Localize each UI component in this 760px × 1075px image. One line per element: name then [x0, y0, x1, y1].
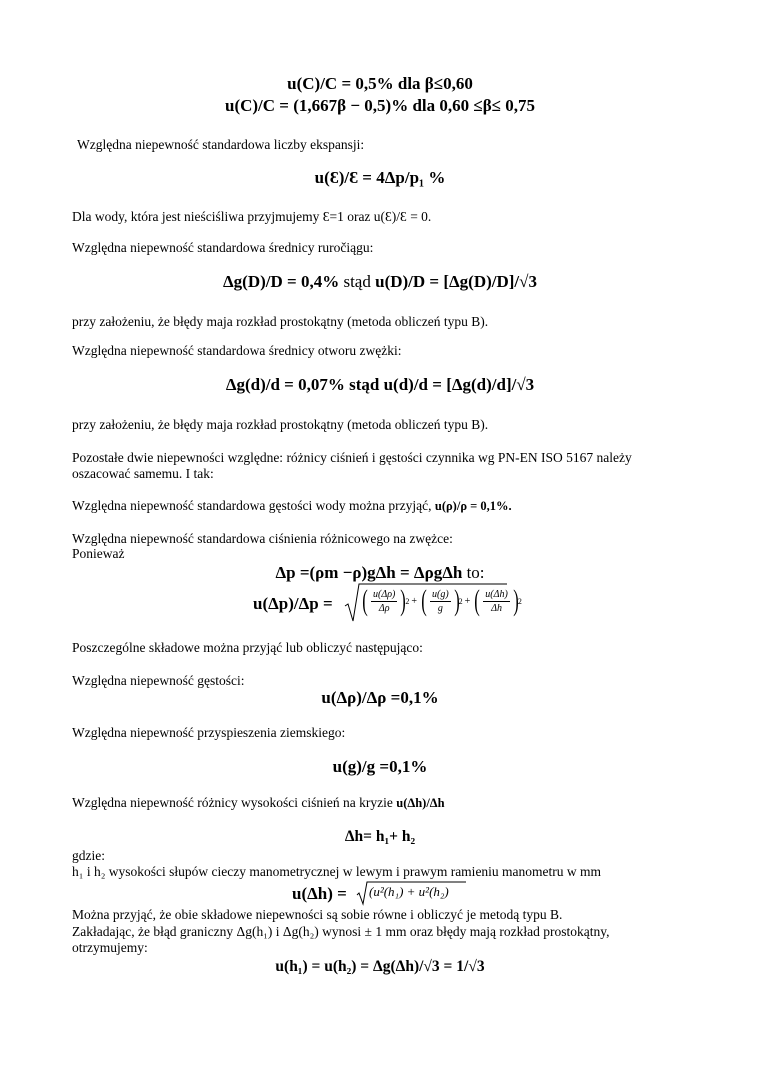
para-water: Dla wody, która jest nieściśliwa przyjmujemy Ɛ=1 oraz u(Ɛ)/Ɛ = 0.	[72, 209, 432, 224]
para-h1-h2: h₁ i h₂ wysokości słupów cieczy manometrycznej w lewym i prawym ramieniu manometru w mm	[72, 864, 602, 879]
para-height-diff-text: Względna niepewność różnicy wysokości ciśnień na kryzie	[72, 795, 393, 810]
eq-pipe-diameter-mid: stąd	[343, 272, 371, 291]
para-differential-pressure: Względna niepewność standardowa ciśnienia różnicowego na zwężce:	[72, 531, 453, 546]
term3-num: u(Δh)	[485, 588, 508, 600]
term2-num: u(g)	[431, 588, 449, 600]
para-expansion-uncertainty: Względna niepewność standardowa liczby ekspansji:	[77, 137, 365, 152]
eq-u-delta-h-right: (u²(h₁) + u²(h₂)	[369, 884, 449, 899]
eq-pipe-diameter-right: u(D)/D = [Δg(D)/D]/√3	[375, 272, 537, 291]
term3-den: Δh	[491, 602, 502, 614]
eq-density-uncertainty: u(Δρ)/Δρ =0,1%	[321, 688, 439, 707]
eq-orifice-diameter: Δg(d)/d = 0,07% stąd u(d)/d = [Δg(d)/d]/√3	[225, 375, 535, 394]
eq-u-delta-h-left: u(Δh) =	[292, 884, 347, 903]
para-water-density-text: Względna niepewność standardowa gęstości wody można przyjąć,	[72, 498, 432, 513]
eq-delta-p-main: Δp =(ρm −ρ)gΔh = ΔρgΔh	[275, 563, 463, 582]
term1-num: u(Δρ)	[373, 588, 396, 600]
para-we-get: otrzymujemy:	[72, 940, 148, 955]
eq-delta-p	[0, 563, 760, 583]
eq-final: u(h₁) = u(h₂) = Δg(Δh)/√3 = 1/√3	[275, 958, 485, 975]
eq-height-diff-inline: u(Δh)/Δh	[396, 796, 445, 810]
para-rect-distribution-2: przy założeniu, że błędy maja rozkład prostokątny (metoda obliczeń typu B).	[72, 417, 489, 432]
para-equal-components: Można przyjąć, że obie składowe niepewności są sobie równe i obliczyć je metodą typu B.	[72, 907, 563, 922]
para-components: Poszczególne składowe można przyjąć lub obliczyć następująco:	[72, 640, 423, 655]
para-limit-error: Zakładając, że błąd graniczny Δg(h₁) i Δg(h₂) wynosi ± 1 mm oraz błędy mają rozkład prostokątny,	[72, 924, 610, 939]
para-rect-distribution-1: przy założeniu, że błędy maja rozkład prostokątny (metoda obliczeń typu B).	[72, 314, 489, 329]
eq-relative-dp-left: u(Δp)/Δp =	[253, 594, 333, 613]
para-remaining-line1: Pozostałe dwie niepewności względne: różnicy ciśnień i gęstości czynnika wg PN-EN ISO 5167 należy	[72, 450, 632, 465]
para-orifice-diameter: Względna niepewność standardowa średnicy otworu zwężki:	[72, 343, 402, 358]
para-since: Ponieważ	[72, 546, 125, 561]
term1-den: Δρ	[378, 602, 390, 614]
para-remaining-line2: oszacować samemu. I tak:	[72, 466, 214, 481]
para-water-density	[72, 498, 512, 514]
eq-pipe-diameter-left: Δg(D)/D = 0,4%	[223, 272, 340, 291]
para-where: gdzie:	[72, 848, 105, 863]
eq-water-density: u(ρ)/ρ = 0,1%.	[434, 499, 512, 513]
eq-pipe-diameter	[0, 272, 760, 292]
para-gravity-uncertainty: Względna niepewność przyspieszenia ziemskiego:	[72, 725, 346, 740]
para-density-uncertainty: Względna niepewność gęstości:	[72, 673, 245, 688]
term2-den: g	[437, 602, 443, 614]
eq-uc-c-high: u(C)/C = (1,667β − 0,5)% dla 0,60 ≤β≤ 0,75	[224, 96, 535, 115]
eq-delta-p-to: to:	[466, 563, 485, 582]
eq-uc-c-low: u(C)/C = 0,5% dla β≤0,60	[287, 74, 473, 93]
eq-expansion: u(Ɛ)/Ɛ = 4Δp/p₁ %	[314, 168, 446, 187]
eq-gravity-uncertainty: u(g)/g =0,1%	[332, 757, 428, 776]
para-height-diff	[72, 795, 445, 811]
para-pipe-diameter: Względna niepewność standardowa średnicy ruročiągu:	[72, 240, 374, 255]
eq-delta-h: Δh= h₁+ h₂	[344, 828, 416, 845]
